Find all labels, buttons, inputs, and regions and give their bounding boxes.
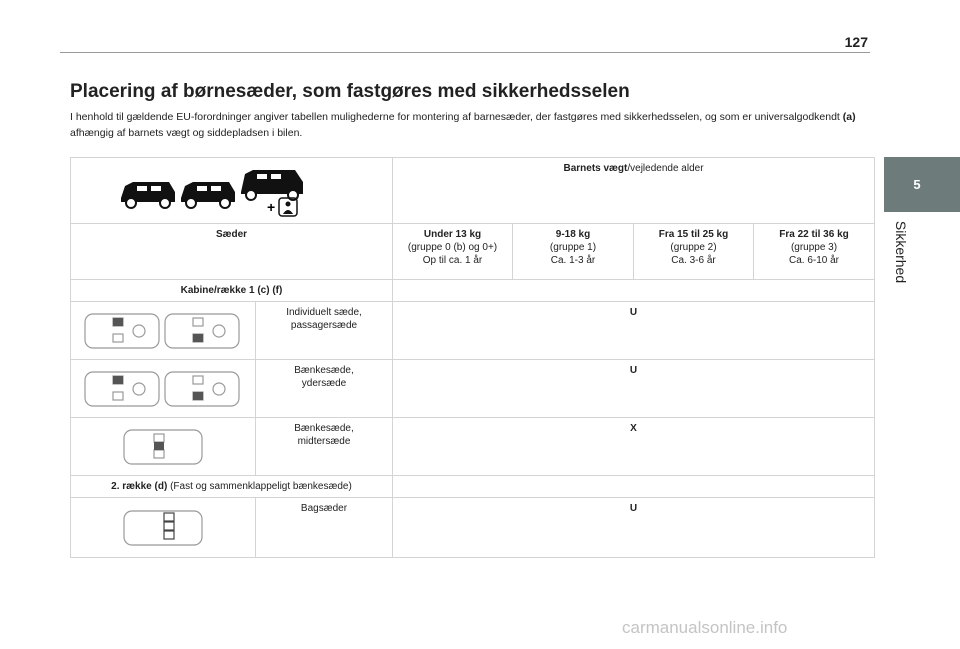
group-header [513, 224, 634, 280]
group-label: (gruppe 2) [670, 242, 717, 253]
seat-diagram-cell [71, 360, 256, 418]
intro-part2: afhængig af barnets vægt og siddepladsen i bilen. [70, 127, 303, 139]
seat-diagram-cell [71, 498, 256, 558]
watermark: carmanualsonline.info [622, 618, 788, 637]
seat-diagram-icon [118, 426, 208, 468]
group-title: Fra 22 til 36 kg [779, 229, 849, 240]
section-cabin: Kabine/række 1 (c) (f) [71, 280, 393, 302]
weight-header-rest: /vejledende alder [627, 163, 704, 174]
group-label: (gruppe 0 (b) og 0+) [407, 242, 498, 253]
seat-label-line1: Bænkesæde, [294, 365, 354, 376]
chapter-label [884, 212, 918, 292]
intro-text [70, 109, 860, 141]
seat-label [256, 418, 393, 476]
seat-label-line1: Bænkesæde, [294, 423, 354, 434]
group-label: (gruppe 3) [790, 242, 838, 253]
weight-header [393, 158, 875, 224]
seat-label-line2: passagersæde [290, 320, 358, 331]
seat-diagram-icon [83, 310, 243, 352]
seat-label [256, 302, 393, 360]
seat-value: X [393, 418, 875, 476]
page-number: 127 [844, 34, 868, 50]
empty-cell [393, 476, 875, 498]
group-header [393, 224, 513, 280]
seat-label [256, 360, 393, 418]
seat-diagram-cell [71, 418, 256, 476]
section-row2 [71, 476, 393, 498]
child-seat-table [70, 157, 875, 558]
seat-label-line2: midtersæde [297, 436, 351, 447]
header-rule [60, 52, 870, 53]
page-title: Placering af børnesæder, som fastgøres med sikkerhedsselen [70, 81, 630, 102]
empty-cell [393, 280, 875, 302]
section-row2-rest: (Fast og sammenklappeligt bænkesæde) [167, 481, 352, 492]
seat-diagram-cell [71, 302, 256, 360]
seat-label-line2: ydersæde [301, 378, 347, 389]
group-header [754, 224, 875, 280]
group-title: Fra 15 til 25 kg [658, 229, 729, 240]
chapter-title: Sikkerhed [893, 220, 909, 284]
seats-header: Sæder [71, 224, 393, 280]
chapter-number: 5 [913, 177, 921, 192]
svg-text:+: + [266, 198, 275, 215]
group-age: Op til ca. 1 år [422, 255, 483, 266]
weight-header-bold: Barnets vægt [563, 163, 628, 174]
section-row2-bold: 2. række (d) [111, 481, 168, 492]
seat-label-line1: Individuelt sæde, [286, 307, 362, 318]
seat-value: U [393, 360, 875, 418]
seat-label-line1: Bagsæder [300, 503, 348, 514]
group-age: Ca. 3-6 år [671, 255, 716, 266]
group-age: Ca. 1-3 år [550, 255, 596, 266]
group-header [634, 224, 754, 280]
intro-part1: I henhold til gældende EU-forordninger angiver tabellen mulighederne for montering af barnesæder, der fastgøres med sikkerhedsselen, og som er universalgodkendt [70, 111, 843, 123]
group-title: 9-18 kg [555, 229, 591, 240]
group-title: Under 13 kg [423, 229, 482, 240]
group-age: Ca. 6-10 år [788, 255, 840, 266]
group-label: (gruppe 1) [549, 242, 597, 253]
seat-diagram-icon [83, 368, 243, 410]
intro-ref: (a) [842, 111, 856, 123]
vehicles-cell [71, 158, 393, 224]
chapter-tab [884, 157, 960, 212]
seat-label [256, 498, 393, 558]
seat-value: U [393, 498, 875, 558]
seat-diagram-icon [118, 507, 208, 549]
seat-value: U [393, 302, 875, 360]
van-icon [117, 164, 347, 218]
